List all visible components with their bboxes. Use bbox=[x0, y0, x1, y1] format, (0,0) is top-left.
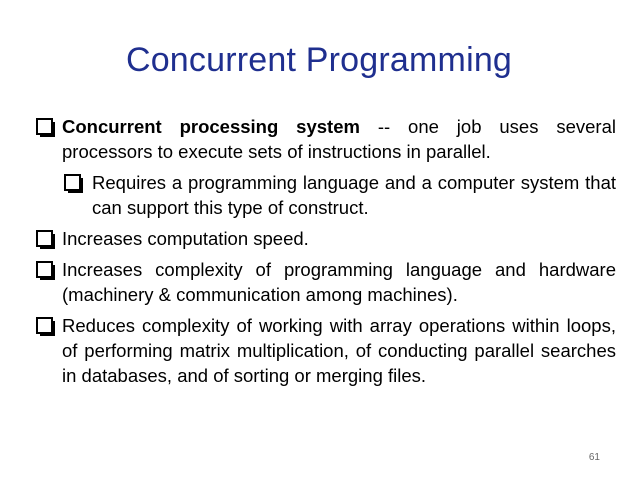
checkbox-bullet-icon bbox=[36, 261, 56, 279]
checkbox-bullet-icon bbox=[36, 230, 56, 248]
bullet-item bbox=[36, 313, 616, 388]
bullet-text: -- one job uses several processors to execute sets of instructions in parallel. bbox=[62, 116, 616, 162]
bullet-item bbox=[36, 257, 616, 307]
checkbox-bullet-icon bbox=[64, 174, 84, 192]
bullet-item bbox=[36, 226, 616, 251]
bullet-text: Reduces complexity of working with array operations within loops, of performing matrix multiplication, of conducting parallel searches in databases, and of sorting or merging files. bbox=[62, 315, 616, 386]
bullet-text: Requires a programming language and a computer system that can support this type of construct. bbox=[92, 172, 616, 218]
bullet-text: Increases complexity of programming language and hardware (machinery & communication among machines). bbox=[62, 259, 616, 305]
slide-title: Concurrent Programming bbox=[125, 41, 513, 79]
page-number: 61 bbox=[588, 452, 600, 463]
checkbox-bullet-icon bbox=[36, 118, 56, 136]
bullet-list bbox=[36, 114, 616, 394]
bullet-item bbox=[36, 114, 616, 164]
bullet-text: Increases computation speed. bbox=[62, 228, 309, 249]
bullet-lead-text: Concurrent processing system bbox=[62, 116, 360, 137]
sub-bullet-item bbox=[58, 170, 616, 220]
checkbox-bullet-icon bbox=[36, 317, 56, 335]
